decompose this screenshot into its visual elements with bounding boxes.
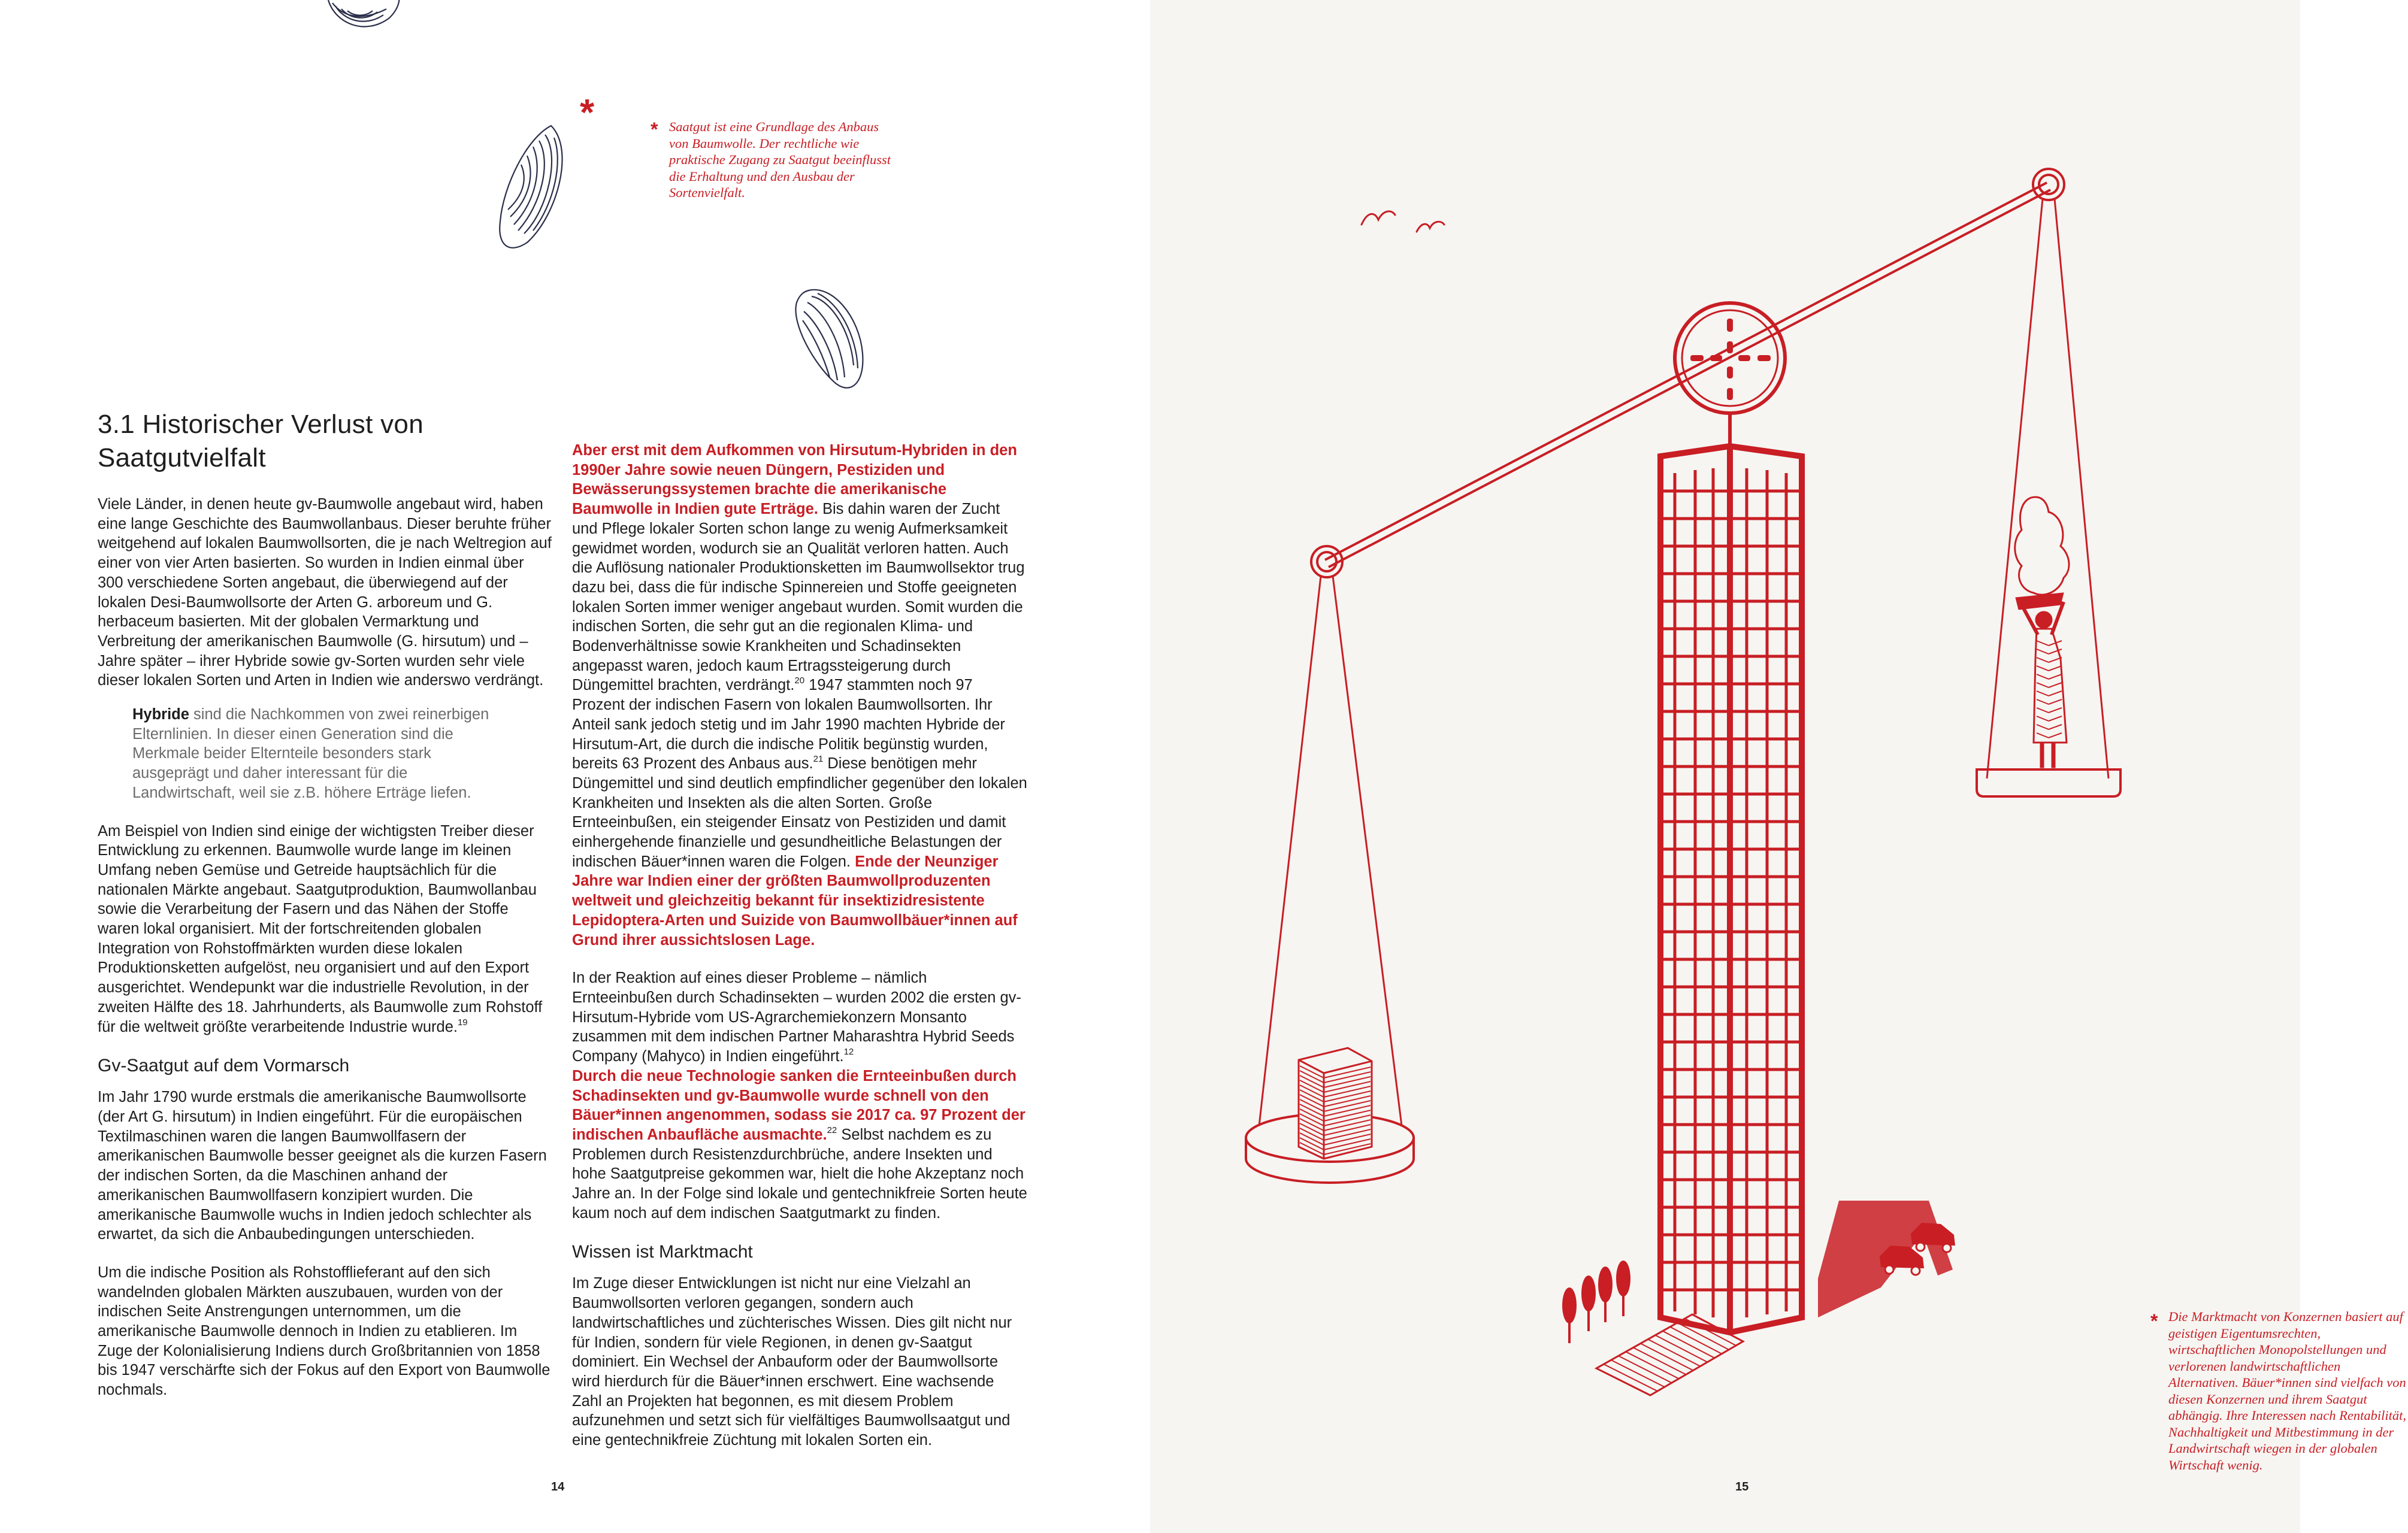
footnote-ref: 12 [843,1047,854,1058]
cotton-seed-icon [317,0,413,42]
paragraph-text: Diese benötigen mehr Düngemittel und sind deutlich empfindlicher gegenüber den lokalen Krankheiten und Insekten als die alten Sorten. Große Ernteeinbußen, ein steigender Einsatz von Pestiziden und damit einhergehende finanzielle und gesundheitliche Belastungen der indischen Bäuer*innen waren die Folgen. [572,755,1027,870]
paragraph-text: In der Reaktion auf eines dieser Probleme – nämlich Ernteeinbußen durch Schadinsekten – wurden 2002 die ersten gv-Hirsutum-Hybride vom US-Agrarchemiekonzern Monsanto zusammen mit dem indischen Partner Maharashtra Hybrid Seeds Company (Mahyco) in Indien eingeführt. [572,970,1021,1065]
highlight-text: Aber erst mit dem Aufkommen von Hirsutum-Hybriden in den 1990er Jahre sowie neuen Düngern, Pestiziden und Bewässerungssystemen brachte die amerikanische Baumwolle in Indien gute Erträge. [572,442,1017,518]
paragraph-text: 1947 stammten noch 97 Prozent der indischen Fasern von lokalen Baumwollsorten. Ihr Anteil sank jedoch stetig und im Jahr 1990 machten Hybride der Hirsutum-Art, die durch die indische Politik begünstig wurden, bereits 63 Prozent des Anbaus aus. [572,677,1005,772]
trees-icon [1562,1261,1630,1343]
definition-text: sind die Nachkommen von zwei reinerbigen Elternlinien. In dieser einen Generation sind die Merkmale beider Elternteile besonders stark ausgeprägt und daher interessant für die Landwirtschaft, weil sie z.B. höhere Erträge liefen. [132,706,489,801]
paragraph [98,822,553,1037]
section-subhead: Gv-Saatgut auf dem Vormarsch [98,1056,350,1076]
right-page [1150,0,2407,1533]
paragraph [572,1067,1027,1223]
paragraph: Viele Länder, in denen heute gv-Baumwolle angebaut wird, haben eine lange Geschichte des Baumwollanbaus. Dieser beruhte früher weitgehend auf lokalen Baumwollsorten, die je nach Weltregion auf einer von vier Arten basierten. So wurden in Indien einmal über 300 verschiedene Sorten angebaut, die überwiegend auf der lokalen Desi-Baumwollsorte der Arten G. arboreum und G. herbaceum basierten. Mit der globalen Vermarktung und Verbreitung der amerikanischen Baumwolle (G. hirsutum) und – Jahre später – ihrer Hybride sowie gv-Sorten wurden sehr viele dieser lokalen Sorten und Arten in Indien wie anderswo verdrängt. [98,496,552,689]
definition-term: Hybride [132,706,189,723]
paragraph [572,441,1027,950]
footnote-ref: 20 [794,675,805,686]
page-number: 14 [551,1480,565,1493]
paragraph-text: Bis dahin waren der Zucht und Pflege lokaler Sorten schon lange zu wenig Aufmerksamkeit gewidmet worden, wodurch sie an Qualität verloren hatten. Auch die Auflösung nationaler Produktionsketten im Baumwollsektor trug dazu bei, dass die für indische Spinnereien und Stoffe geeigneten lokalen Sorten immer weniger angebaut wurden. Somit wurden die indischen Sorten, die sehr gut an die regionalen Klima- und Bodenverhältnisse sowie Krankheiten und Schadinsekten angepasst waren, jedoch kaum Ertragssteigerung durch Düngemittel brachten, verdrängt. [572,501,1025,694]
page-title: 3.1 Historischer Verlust von Saatgutvielfalt [98,410,423,472]
paragraph: Im Jahr 1790 wurde erstmals die amerikanische Baumwollsorte (der Art G. hirsutum) in Indien eingeführt. Für die europäischen Textilmaschinen waren die langen Baumwollfasern der amerikanischen Baumwolle besser geeignet als die kurzen Fasern der indischen Sorten, da die Maschinen anhand der amerikanischen Baumwollfasern konzipiert wurden. Die amerikanische Baumwolle wuchs in Indien jedoch schlechter als erwartet, da sich die Anbaubedingungen unterschieden. [98,1089,547,1243]
cotton-seed-icon [485,114,581,257]
footnote-ref: 22 [827,1125,837,1135]
paragraph-text: Selbst nachdem es zu Problemen durch Resistenzdurchbrüche, andere Insekten und hohe Saatgutpreise gekommen war, hielt die hohe Akzeptanz noch Jahre an. In der Folge sind lokale und gentechnikfreie Sorten heute kaum noch auf dem indischen Saatgutmarkt zu finden. [572,1126,1027,1222]
highlight-text: Ende der Neunziger Jahre war Indien einer der größten Baumwollproduzenten weltweit und gleichzeitig bekannt für insektizidresistente Lepidoptera-Arten und Suizide von Baumwollbäuer*innen auf Grund ihrer aussichtslosen Lage. [572,853,1018,949]
footnote-ref: 21 [813,754,824,765]
text-column-left [98,495,553,1400]
paragraph-text: Am Beispiel von Indien sind einige der wichtigsten Treiber dieser Entwicklung zu erkennen. Baumwolle wurde lange im kleinen Umfang neben Gemüse und Getreide hauptsächlich für die nationalen Märkte angebaut. Saatgutproduktion, Baumwollanbau sowie die Verarbeitung der Fasern und das Nähen der Stoffe waren lokal organisiert. Mit der fortschreitenden globalen Integration von Rohstoffmärkten wurden diese lokalen Produktionsketten aufgelöst, neu organisiert und auf den Export ausgerichtet. Wendepunkt war die industrielle Revolution, in der zweiten Hälfte des 18. Jahrhunderts, als Baumwolle zum Rohstoff für die weltweit größte verarbeitende Industrie wurde. [98,822,543,1035]
text-column-right [572,441,1027,1450]
paragraph: Im Zuge dieser Entwicklungen ist nicht nur eine Vielzahl an Baumwollsorten verloren gegangen, sondern auch landwirtschaftliches und züchterisches Wissen. Dies gilt nicht nur für Indien, sondern für viele Regionen, in denen gv-Saatgut dominiert. Ein Wechsel der Anbauform oder der Baumwollsorte wird hierdurch für die Bäuer*innen erschwert. Eine wachsende Zahl an Projekten hat begonnen, es mit diesem Problem aufzunehmen und setzt sich für vielfältiges Baumwollsaatgut und eine gentechnikfreie Züchtung mit lokalen Sorten ein. [572,1275,1012,1449]
left-page [0,0,1150,1533]
paragraph: Um die indische Position als Rohstofflieferant auf den sich wandelnden globalen Märkten auszubauen, wurden von der indischen Seite Anstrengungen unternommen, um die amerikanische Baumwolle dennoch in Indien zu etablieren. Im Zuge der Kolonialisierung Indiens durch Großbritannien von 1858 bis 1947 verschärfte sich der Fokus auf den Export von Baumwolle nochmals. [98,1264,550,1399]
note-marker: * [651,119,658,140]
definition-box [132,705,510,803]
note-marker: * [2150,1310,2158,1332]
side-note: Saatgut ist eine Grundlage des Anbaus von Baumwolle. Der rechtliche wie praktische Zugang zu Saatgut beeinflusst die Erhaltung und den Ausbau der Sortenvielfalt. [669,119,891,200]
section-subhead: Wissen ist Marktmacht [572,1242,753,1262]
footnote-ref: 19 [457,1017,468,1028]
side-note: Die Marktmacht von Konzernen basiert auf geistigen Eigentumsrechten, wirtschaftlichen Monopolstellungen und verlorenen landwirtschaftlichen Alternativen. Bäuer*innen sind vielfach von diesen Konzernen und ihrem Saatgut abhängig. Ihre Interessen nach Rentabilität, Nachhaltigkeit und Mitbestimmung in der Landwirtschaft wiegen in der globalen Wirtschaft wenig. [2168,1309,2407,1473]
paragraph [572,968,1027,1067]
page-number: 15 [1735,1480,1749,1493]
note-marker: * [580,92,595,134]
highlight-text: Durch die neue Technologie sanken die Ernteeinbußen durch Schadinsekten und gv-Baumwolle wurde schnell von den Bäuer*innen angenommen, sodass sie 2017 ca. 97 Prozent der indischen Anbaufläche ausmachte. [572,1067,1025,1143]
cotton-seed-icon [785,281,875,401]
balance-scale-illustration [1150,0,2300,1533]
